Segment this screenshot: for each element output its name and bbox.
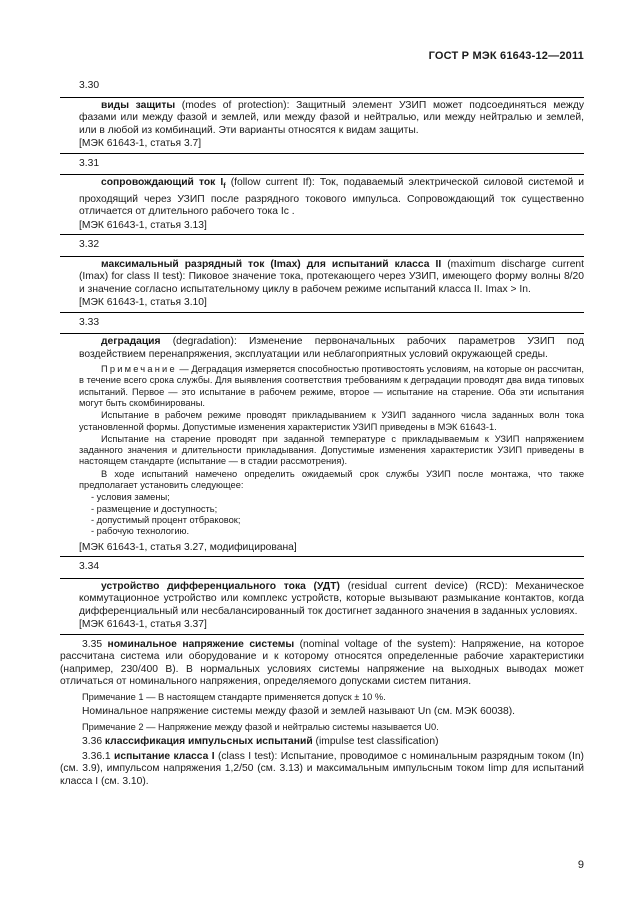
term: классификация импульсных испытаний [104, 736, 313, 747]
term: виды защиты [101, 99, 176, 111]
note-label: Примечание [101, 364, 177, 375]
note-paragraph: Испытание в рабочем режиме проводят прикладыванием к УЗИП заданного числа заданных волн тока установленной формы. Допустимые изменения характеристик УЗИП приведены в МЭК 61643-1. [79, 410, 584, 432]
definition-box [60, 97, 584, 154]
heading-paragraph: 3.36 классификация импульсных испытаний (impulse test classification) [82, 736, 439, 747]
term: деградация [101, 336, 161, 348]
term: сопровождающий ток I [101, 177, 224, 188]
clause-number: 3.33 [79, 316, 100, 328]
plain-section [60, 639, 584, 789]
definition-text: сопровождающий ток $I_f$ (follow current If): Ток, подаваемый электрической силовой системой и проходящий через УЗИП после разрядного токового импульса. Сопровождающий ток существенно отличается от длительного рабочего тока Ic . [79, 177, 584, 218]
note-block [79, 364, 584, 537]
reference: [МЭК 61643-1, статья 3.10] [79, 297, 207, 309]
note-paragraph: Примечание — Деградация измеряется способностью противостоять условиям, на которые он рассчитан, в течение всего срока службы. Для выявления соответствия требованиям к деградации проводят два вида типовых испытаний. Первое — это испытание в рабочем режиме, второе — испытание на старение. Оба эти испытания могут быть скомбинированы. [79, 364, 584, 408]
term: испытание класса I [114, 750, 215, 762]
definition-text: 3.35 номинальное напряжение системы (nominal voltage of the system): Напряжение, на которое рассчитана система или оборудование и к которому относятся определенные рабочие характеристики (например, 230/400 В). В нормальных условиях системы напряжение на выходных выводах может отличаться от номинального напряжения, определяемого допусками систем питания. [60, 638, 584, 687]
clause-number: 3.31 [79, 157, 100, 169]
requirement-list [79, 492, 584, 537]
definition-box [60, 256, 584, 313]
note-paragraph: В ходе испытаний намечено определить ожидаемый срок службы УЗИП после монтажа, что также предполагает установить следующее: [79, 468, 584, 491]
page-number: 9 [577, 859, 584, 871]
clause-number: 3.32 [79, 239, 100, 251]
definition-box [60, 174, 584, 235]
reference: [МЭК 61643-1, статья 3.13] [79, 219, 207, 231]
list-item: - рабочую технологию. [91, 526, 190, 537]
reference: [МЭК 61643-1, статья 3.7] [79, 138, 202, 149]
reference: [МЭК 61643-1, статья 3.37] [79, 619, 207, 630]
list-item: - размещение и доступность; [91, 503, 218, 514]
standard-header: ГОСТ Р МЭК 61643-12—2011 [428, 50, 584, 62]
note-paragraph: Испытание на старение проводят при заданной температуре с прикладываемым к УЗИП напряжением заданного значения и длительности прикладывания. Допустимые изменения характеристик УЗИП приведены в настоящем стандарте (испытание — в стадии рассмотрения). [79, 433, 584, 467]
reference: [МЭК 61643-1, статья 3.27, модифицирована] [79, 541, 297, 553]
definition-box [60, 578, 584, 635]
definition-text: устройство дифференциального тока (УДТ) (residual current device) (RCD): Механическое коммутационное устройство или комплекс устройств, которые вызывают размыкание контактов, когда дифференциальный или несбалансированный ток достигнет заданного значения в заданных условиях. [79, 580, 584, 617]
definition-text: деградация (degradation): Изменение первоначальных рабочих параметров УЗИП под воздействием перенапряжения, эксплуатации или неблагоприятных условий окружающей среды. [79, 336, 584, 360]
list-item: - допустимый процент отбраковок; [91, 514, 241, 525]
page-content [60, 80, 584, 790]
note-paragraph: Примечание 1 — В настоящем стандарте применяется допуск ± 10 %. [82, 691, 386, 702]
definition-box [60, 333, 584, 557]
term: максимальный разрядный ток (Imax) для испытаний класса II [101, 258, 442, 270]
definition-text: 3.36.1 испытание класса I (class I test): Испытание, проводимое с номинальным разрядным током (In) (см. 3.9), импульсом напряжения 1,2/50 (см. 3.13) и максимальным импульсным током Iimp для испытаний класса I (см. 3.10). [60, 750, 584, 787]
paragraph: Номинальное напряжение системы между фазой и землей называют Un (см. МЭК 60038). [82, 706, 516, 717]
definition-text: виды защиты (modes of protection): Защитный элемент УЗИП может подсоединяться между фазами или между фазой и землей, или между фазой и нейтралью, или между нейтралью и землей, или в любой из комбинаций. Эти варианты относятся к видам защиты. [79, 99, 584, 136]
term: номинальное напряжение системы [107, 638, 295, 650]
clause-number: 3.34 [79, 561, 100, 572]
definition-text: максимальный разрядный ток (Imax) для испытаний класса II (maximum discharge current (Imax) for class II test): Пиковое значение тока, протекающего через УЗИП, имеющего форму волны 8/20 и значение согласно испытательному циклу в рабочем режиме испытаний класса II. Imax > In. [79, 258, 585, 295]
term: устройство дифференциального тока (УДТ) [101, 580, 340, 592]
list-item: - условия замены; [91, 492, 170, 503]
note-paragraph: Примечание 2 — Напряжение между фазой и нейтралью системы называется U0. [82, 721, 439, 732]
clause-number: 3.30 [79, 80, 100, 91]
